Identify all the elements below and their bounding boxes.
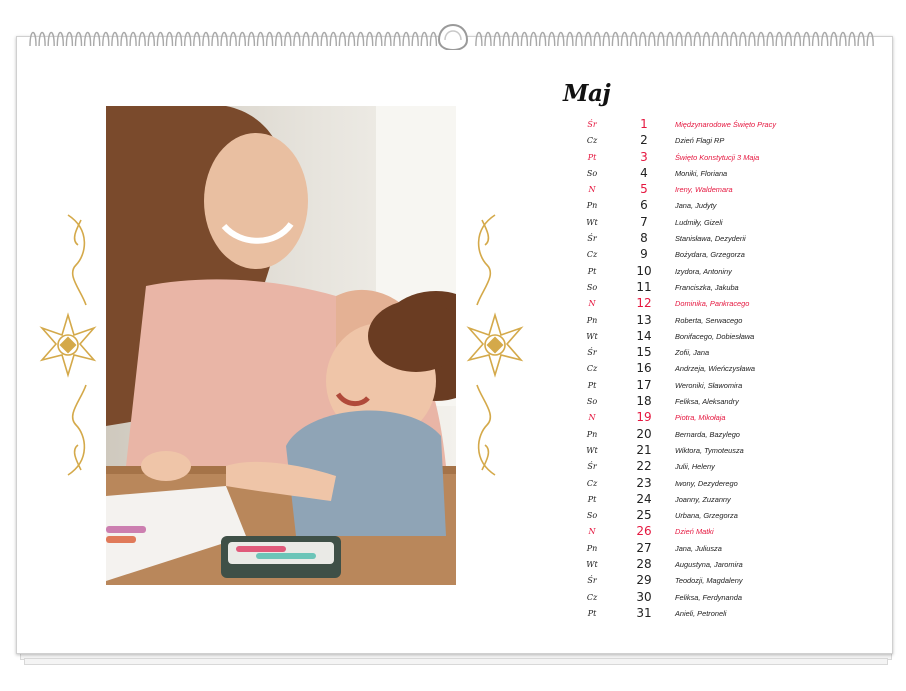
weekday-label: Cz — [586, 592, 598, 602]
binding-coil — [258, 33, 264, 47]
binding-coil — [649, 33, 655, 47]
binding-coil — [540, 33, 546, 47]
binding-coil — [203, 33, 209, 47]
weekday-label: Cz — [586, 364, 598, 374]
weekday-label: Pn — [586, 429, 598, 439]
binding-coil — [622, 33, 628, 47]
binding-coil — [667, 33, 673, 47]
binding-coil — [722, 33, 728, 47]
nameday-text: Dzień Matki — [675, 527, 714, 537]
nameday-text: Roberta, Serwacego — [675, 315, 743, 325]
weekday-label: Pt — [587, 266, 597, 276]
nameday-text: Julii, Heleny — [675, 462, 715, 472]
nameday-text: Międzynarodowe Święto Pracy — [675, 120, 777, 129]
day-number: 10 — [636, 263, 652, 278]
gold-ornament-left-icon — [36, 210, 100, 480]
binding-coil — [685, 33, 691, 47]
binding-coil — [112, 33, 118, 47]
day-number: 4 — [640, 165, 648, 180]
binding-coil — [403, 33, 409, 47]
binding-coil — [758, 33, 764, 47]
day-number: 7 — [640, 214, 648, 229]
day-number: 9 — [640, 247, 648, 262]
day-number: 11 — [636, 279, 652, 294]
day-row — [578, 476, 798, 492]
binding-coil — [485, 33, 491, 47]
day-number: 22 — [636, 459, 652, 474]
day-row — [578, 557, 798, 573]
day-row — [578, 524, 798, 540]
binding-coil — [248, 33, 254, 47]
day-list — [578, 117, 798, 622]
binding-coil — [849, 33, 855, 47]
binding-coil — [567, 33, 573, 47]
day-number: 25 — [636, 508, 652, 523]
nameday-text: Urbana, Grzegorza — [675, 511, 738, 521]
binding-coil — [822, 33, 828, 47]
binding-coil — [194, 33, 200, 47]
binding-coil — [30, 33, 36, 47]
day-number: 12 — [636, 296, 652, 311]
binding-coil — [594, 33, 600, 47]
day-row — [578, 394, 798, 410]
nameday-text: Teodozji, Magdaleny — [675, 576, 743, 586]
day-number: 19 — [636, 410, 652, 425]
day-row — [578, 166, 798, 182]
weekday-label: Cz — [586, 478, 598, 488]
weekday-label: So — [586, 397, 598, 407]
day-row — [578, 378, 798, 394]
day-row — [578, 427, 798, 443]
day-number: 2 — [640, 133, 648, 148]
binding-coil — [285, 33, 291, 47]
day-number: 3 — [640, 149, 648, 164]
binding-coil — [157, 33, 163, 47]
day-row — [578, 264, 798, 280]
mother-child-photo — [106, 106, 456, 585]
binding-coil — [167, 33, 173, 47]
hanger-hook — [436, 10, 470, 50]
day-row — [578, 150, 798, 166]
weekday-label: N — [588, 299, 596, 309]
binding-coil — [176, 33, 182, 47]
binding-coil — [349, 33, 355, 47]
day-row — [578, 117, 798, 133]
day-row — [578, 541, 798, 557]
day-row — [578, 492, 798, 508]
binding-coil — [785, 33, 791, 47]
binding-coil — [603, 33, 609, 47]
weekday-label: Śr — [587, 462, 597, 472]
gold-ornament-right-icon — [463, 210, 527, 480]
nameday-text: Ludmiły, Gizeli — [675, 217, 723, 227]
day-row — [578, 443, 798, 459]
weekday-label: So — [586, 282, 598, 292]
binding-coil — [385, 33, 391, 47]
day-number: 5 — [640, 182, 648, 197]
weekday-label: So — [586, 511, 598, 521]
nameday-text: Bożydara, Grzegorza — [675, 250, 745, 260]
binding-coil — [57, 33, 63, 47]
nameday-text: Dominika, Pankracego — [675, 299, 750, 309]
day-number: 28 — [636, 557, 652, 572]
day-row — [578, 361, 798, 377]
binding-coil — [703, 33, 709, 47]
day-row — [578, 182, 798, 198]
binding-coil — [185, 33, 191, 47]
binding-coil — [230, 33, 236, 47]
weekday-label: Śr — [587, 348, 597, 358]
day-number: 1 — [640, 117, 648, 131]
weekday-label: Pn — [586, 201, 598, 211]
binding-coil — [321, 33, 327, 47]
binding-coil — [585, 33, 591, 47]
nameday-text: Franciszka, Jakuba — [675, 282, 739, 292]
day-number: 23 — [636, 475, 652, 490]
day-row — [578, 296, 798, 312]
binding-coil — [330, 33, 336, 47]
nameday-text: Iwony, Dezyderego — [675, 478, 738, 488]
binding-coil — [267, 33, 273, 47]
weekday-label: Wt — [586, 445, 598, 455]
nameday-text: Andrzeja, Wieńczysława — [675, 364, 756, 374]
day-number: 29 — [636, 573, 652, 588]
weekday-label: Śr — [587, 120, 597, 129]
binding-coil — [794, 33, 800, 47]
binding-coil — [731, 33, 737, 47]
binding-coil — [858, 33, 864, 47]
binding-coil — [103, 33, 109, 47]
binding-coil — [276, 33, 282, 47]
binding-coil — [303, 33, 309, 47]
weekday-label: Wt — [586, 217, 598, 227]
nameday-text: Weroniki, Sławomira — [675, 380, 743, 390]
nameday-text: Ireny, Waldemara — [675, 185, 733, 195]
binding-coil — [776, 33, 782, 47]
weekday-label: Pt — [587, 608, 597, 618]
binding-coil — [394, 33, 400, 47]
binding-coil — [139, 33, 145, 47]
binding-coil — [294, 33, 300, 47]
binding-coil — [85, 33, 91, 47]
day-number: 16 — [636, 361, 652, 376]
binding-coil — [749, 33, 755, 47]
day-number: 18 — [636, 394, 652, 409]
nameday-text: Feliksa, Aleksandry — [675, 397, 739, 407]
day-number: 21 — [636, 442, 652, 457]
page-stack-shadow — [24, 658, 888, 665]
binding-coil — [831, 33, 837, 47]
day-row — [578, 198, 798, 214]
binding-coil — [494, 33, 500, 47]
weekday-label: Cz — [586, 250, 598, 260]
binding-coil — [558, 33, 564, 47]
nameday-text: Wiktora, Tymoteusza — [675, 445, 744, 455]
weekday-label: N — [588, 413, 596, 423]
nameday-text: Anieli, Petroneli — [675, 608, 727, 618]
binding-coil — [76, 33, 82, 47]
month-title: Maj — [563, 80, 611, 107]
day-number: 31 — [636, 605, 652, 620]
binding-coil — [531, 33, 537, 47]
nameday-text: Augustyna, Jaromira — [675, 560, 743, 570]
binding-coil — [867, 33, 873, 47]
binding-coil — [48, 33, 54, 47]
binding-coil — [66, 33, 72, 47]
weekday-label: So — [586, 168, 598, 178]
binding-coil — [339, 33, 345, 47]
binding-coil — [376, 33, 382, 47]
day-number: 27 — [636, 540, 652, 555]
nameday-text: Moniki, Floriana — [675, 168, 728, 178]
day-row — [578, 231, 798, 247]
weekday-label: Śr — [587, 234, 597, 244]
day-number: 14 — [636, 328, 652, 343]
binding-coil — [713, 33, 719, 47]
binding-coil — [358, 33, 364, 47]
binding-coil — [740, 33, 746, 47]
day-row — [578, 590, 798, 606]
day-row — [578, 459, 798, 475]
weekday-label: N — [588, 527, 596, 537]
day-number: 24 — [636, 491, 652, 506]
day-number: 17 — [636, 377, 652, 392]
binding-coil — [676, 33, 682, 47]
weekday-label: Wt — [586, 560, 598, 570]
binding-coil — [576, 33, 582, 47]
day-row — [578, 215, 798, 231]
nameday-text: Piotra, Mikołaja — [675, 413, 726, 423]
binding-coil — [694, 33, 700, 47]
binding-coil — [658, 33, 664, 47]
day-number: 6 — [640, 198, 648, 213]
binding-coil — [476, 33, 482, 47]
nameday-text: Joanny, Zuzanny — [675, 494, 731, 504]
nameday-text: Bonifacego, Dobiesława — [675, 331, 755, 341]
nameday-text: Dzień Flagi RP — [675, 136, 725, 146]
binding-coil — [239, 33, 245, 47]
weekday-label: Cz — [586, 136, 598, 146]
binding-coil — [39, 33, 45, 47]
binding-coil — [412, 33, 418, 47]
weekday-label: Pt — [587, 380, 597, 390]
nameday-text: Stanisława, Dezyderii — [675, 234, 746, 244]
binding-coil — [521, 33, 527, 47]
nameday-text: Zofii, Jana — [675, 348, 710, 358]
day-number: 15 — [636, 345, 652, 360]
binding-coil — [813, 33, 819, 47]
binding-coil — [503, 33, 509, 47]
nameday-text: Feliksa, Ferdynanda — [675, 592, 742, 602]
day-number: 30 — [636, 589, 652, 604]
binding-coil — [631, 33, 637, 47]
nameday-text: Święto Konstytucji 3 Maja — [675, 152, 760, 162]
day-row — [578, 133, 798, 149]
binding-coil — [512, 33, 518, 47]
weekday-label: Wt — [586, 331, 598, 341]
binding-coil — [640, 33, 646, 47]
binding-coil — [612, 33, 618, 47]
day-row — [578, 606, 798, 622]
nameday-text: Jana, Judyty — [675, 201, 717, 211]
binding-coil — [130, 33, 136, 47]
day-number: 8 — [640, 231, 648, 246]
day-row — [578, 410, 798, 426]
day-row — [578, 313, 798, 329]
binding-coil — [121, 33, 127, 47]
binding-coil — [367, 33, 373, 47]
weekday-label: Śr — [587, 576, 597, 586]
binding-coil — [312, 33, 318, 47]
binding-coil — [421, 33, 427, 47]
day-row — [578, 345, 798, 361]
day-number: 20 — [636, 426, 652, 441]
binding-coil — [94, 33, 100, 47]
binding-coil — [221, 33, 227, 47]
binding-coil — [804, 33, 810, 47]
day-number: 13 — [636, 312, 652, 327]
binding-coil — [767, 33, 773, 47]
weekday-label: Pt — [587, 152, 597, 162]
binding-coil — [840, 33, 846, 47]
day-row — [578, 329, 798, 345]
weekday-label: Pn — [586, 543, 598, 553]
weekday-label: Pt — [587, 494, 597, 504]
day-row — [578, 573, 798, 589]
binding-coil — [212, 33, 218, 47]
binding-coil — [549, 33, 555, 47]
day-row — [578, 247, 798, 263]
day-row — [578, 508, 798, 524]
day-row — [578, 280, 798, 296]
weekday-label: Pn — [586, 315, 598, 325]
weekday-label: N — [588, 185, 596, 195]
nameday-text: Izydora, Antoniny — [675, 266, 732, 276]
day-number: 26 — [636, 524, 652, 539]
nameday-text: Bernarda, Bazylego — [675, 429, 740, 439]
nameday-text: Jana, Juliusza — [675, 543, 722, 553]
binding-coil — [148, 33, 154, 47]
